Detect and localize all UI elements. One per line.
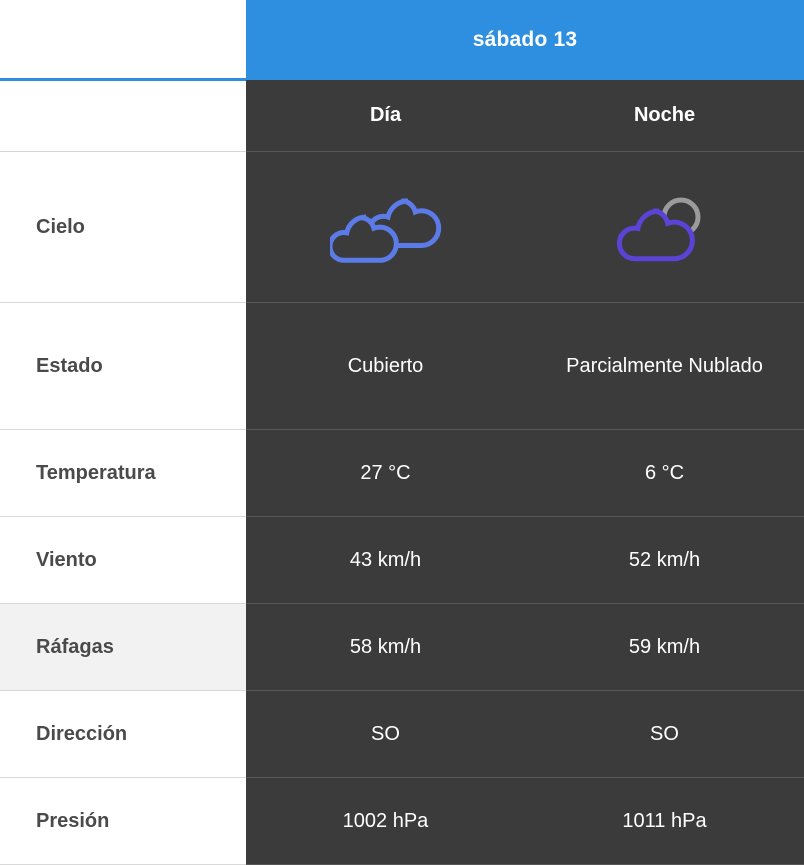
forecast-day-title: sábado 13: [246, 0, 804, 80]
row-label-gusts: Ráfagas: [0, 604, 246, 691]
row-label-pressure: Presión: [0, 778, 246, 865]
row-label-wind: Viento: [0, 517, 246, 604]
direction-day-value: SO: [246, 691, 525, 778]
column-header-night: Noche: [525, 80, 804, 152]
table-row-pressure: [0, 778, 804, 865]
temperature-day-value: 27 °C: [246, 430, 525, 517]
direction-night-value: SO: [525, 691, 804, 778]
pressure-day-value: 1002 hPa: [246, 778, 525, 865]
row-label-direction: Dirección: [0, 691, 246, 778]
table-row-direction: [0, 691, 804, 778]
column-header-spacer: [0, 80, 246, 152]
table-row-wind: [0, 517, 804, 604]
column-header-row: [0, 80, 804, 152]
table-row-state: [0, 303, 804, 430]
overcast-clouds-icon: [256, 158, 515, 296]
wind-day-value: 43 km/h: [246, 517, 525, 604]
table-row-gusts: [0, 604, 804, 691]
banner-row: [0, 0, 804, 80]
temperature-night-value: 6 °C: [525, 430, 804, 517]
table-row-temperature: [0, 430, 804, 517]
state-day-value: Cubierto: [246, 303, 525, 430]
sky-night-cell: [525, 152, 804, 303]
gusts-day-value: 58 km/h: [246, 604, 525, 691]
pressure-night-value: 1011 hPa: [525, 778, 804, 865]
column-header-day: Día: [246, 80, 525, 152]
state-night-value: Parcialmente Nublado: [525, 303, 804, 430]
gusts-night-value: 59 km/h: [525, 604, 804, 691]
table-row-sky: [0, 152, 804, 303]
wind-night-value: 52 km/h: [525, 517, 804, 604]
sky-day-cell: [246, 152, 525, 303]
partly-cloudy-night-icon: [535, 158, 794, 296]
row-label-state: Estado: [0, 303, 246, 430]
row-label-sky: Cielo: [0, 152, 246, 303]
row-label-temperature: Temperatura: [0, 430, 246, 517]
banner-spacer: [0, 0, 246, 80]
